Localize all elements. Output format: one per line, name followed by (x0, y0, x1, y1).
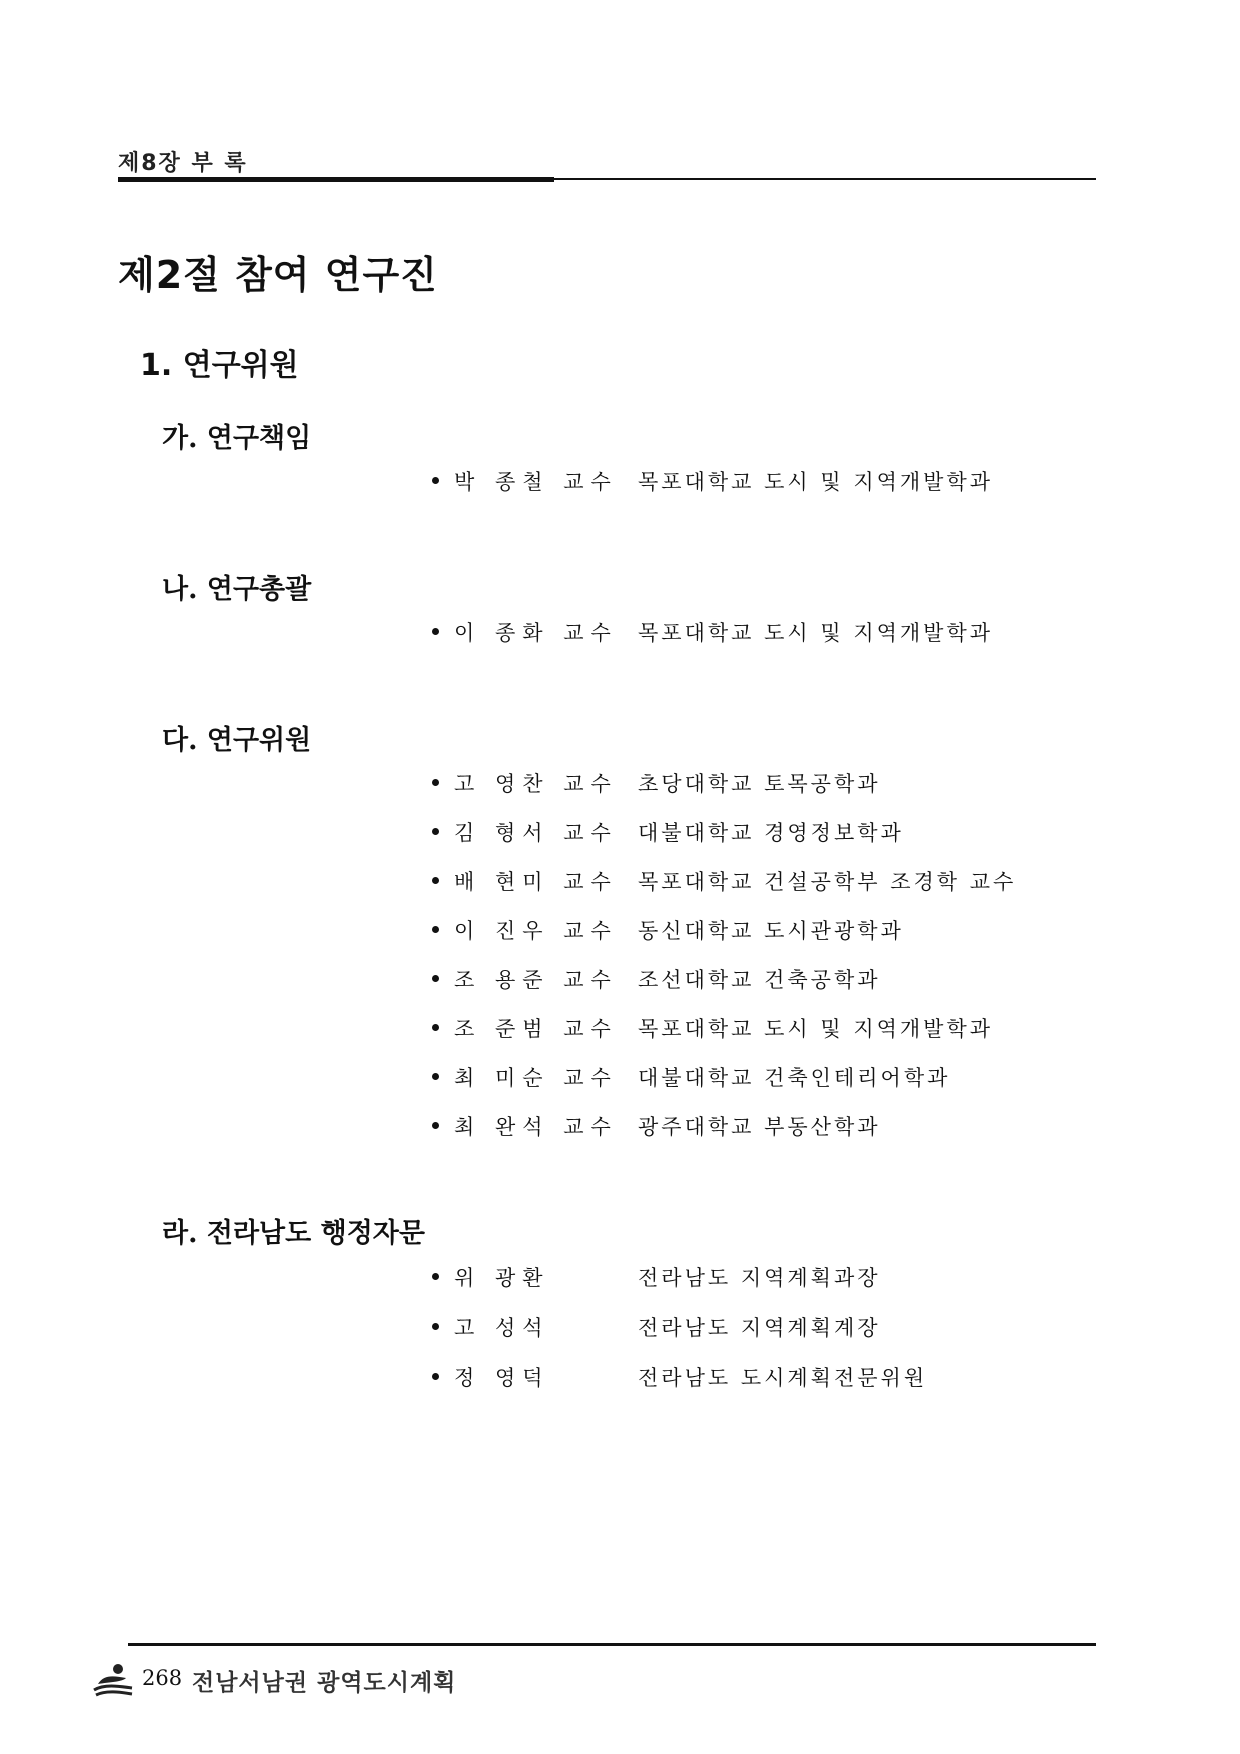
member-name: 정 영덕 (454, 1366, 550, 1390)
member-affiliation: 목포대학교 건설공학부 조경학 교수 (638, 870, 1017, 894)
member-name: 조 용준 교수 (454, 968, 618, 992)
bullet-icon (432, 477, 439, 484)
footer-title: 전남서남권 광역도시계획 (192, 1670, 457, 1696)
running-header: 제8장 부 록 (118, 151, 248, 176)
member-name: 고 영찬 교수 (454, 772, 618, 796)
member-affiliation: 대불대학교 건축인테리어학과 (638, 1066, 951, 1090)
bullet-icon (432, 1273, 439, 1280)
member-affiliation: 목포대학교 도시 및 지역개발학과 (638, 470, 994, 494)
bullet-icon (432, 926, 439, 933)
member-affiliation: 초당대학교 토목공학과 (638, 772, 881, 796)
group-title-research-overall: 나. 연구총괄 (162, 574, 312, 605)
member-affiliation: 광주대학교 부동산학과 (638, 1115, 881, 1139)
member-name: 고 성석 (454, 1316, 550, 1340)
member-name: 박 종철 교수 (454, 470, 618, 494)
bullet-icon (432, 975, 439, 982)
page-number: 268 (142, 1666, 183, 1690)
member-name: 위 광환 (454, 1266, 550, 1290)
bullet-icon (432, 1122, 439, 1129)
bullet-icon (432, 1323, 439, 1330)
section-title: 제2절 참여 연구진 (118, 253, 438, 297)
bullet-icon (432, 779, 439, 786)
bullet-icon (432, 1024, 439, 1031)
header-rule-thin (554, 178, 1096, 180)
member-name: 이 종화 교수 (454, 621, 618, 645)
member-name: 최 완석 교수 (454, 1115, 618, 1139)
group-title-research-lead: 가. 연구책임 (162, 423, 312, 454)
member-name: 조 준범 교수 (454, 1017, 618, 1041)
group-title-provincial-advisory: 라. 전라남도 행정자문 (162, 1218, 425, 1249)
member-affiliation: 조선대학교 건축공학과 (638, 968, 881, 992)
header-rule-thick (118, 177, 554, 182)
member-name: 배 현미 교수 (454, 870, 618, 894)
member-affiliation: 목포대학교 도시 및 지역개발학과 (638, 1017, 994, 1041)
member-name: 이 진우 교수 (454, 919, 618, 943)
bullet-icon (432, 877, 439, 884)
group-title-research-members: 다. 연구위원 (162, 725, 312, 756)
member-affiliation: 목포대학교 도시 및 지역개발학과 (638, 621, 994, 645)
member-affiliation: 전라남도 지역계획과장 (638, 1266, 881, 1290)
member-affiliation: 전라남도 지역계획계장 (638, 1316, 881, 1340)
member-affiliation: 전라남도 도시계획전문위원 (638, 1366, 928, 1390)
bullet-icon (432, 628, 439, 635)
bullet-icon (432, 828, 439, 835)
publisher-logo-icon (92, 1662, 134, 1698)
bullet-icon (432, 1073, 439, 1080)
member-name: 김 형서 교수 (454, 821, 618, 845)
member-affiliation: 대불대학교 경영정보학과 (638, 821, 904, 845)
footer-rule (128, 1643, 1096, 1646)
member-affiliation: 동신대학교 도시관광학과 (638, 919, 904, 943)
member-name: 최 미순 교수 (454, 1066, 618, 1090)
subsection-heading: 1. 연구위원 (140, 348, 299, 383)
bullet-icon (432, 1373, 439, 1380)
